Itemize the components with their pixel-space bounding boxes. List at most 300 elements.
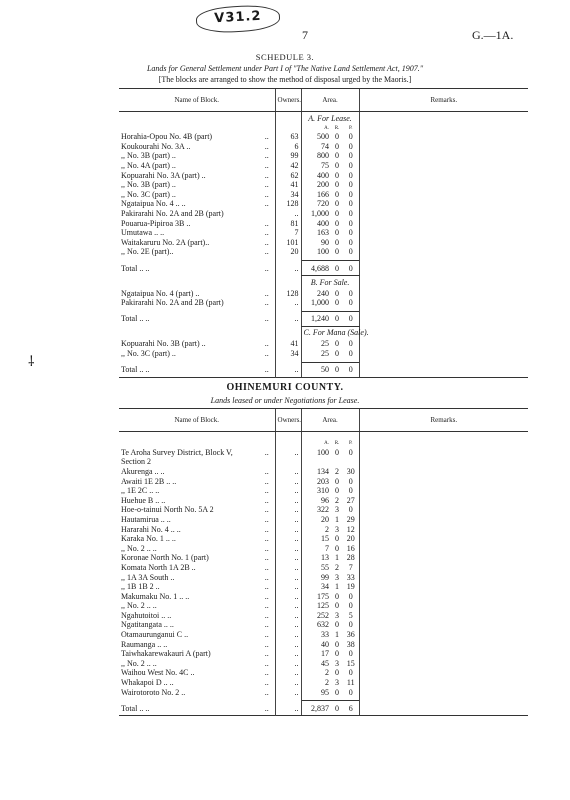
area-roods: 0	[335, 132, 340, 142]
area-acres: 17	[301, 649, 331, 659]
block-name: ,, 1A 3A South ..	[121, 572, 175, 582]
owners-cell: ..	[275, 639, 301, 649]
remarks-cell	[359, 298, 528, 308]
area-acres: 1,240	[301, 311, 331, 326]
margin-mark: ⸸	[28, 355, 35, 370]
remarks-cell	[359, 591, 528, 601]
table-row	[119, 132, 528, 142]
col-header-name: Name of Block.	[119, 409, 275, 432]
leader-dots: ..	[264, 348, 269, 358]
area-acres: 34	[301, 582, 331, 592]
area-roods: 0	[335, 534, 340, 544]
area-perches: 0	[348, 668, 353, 678]
leader-dots: ..	[264, 170, 269, 180]
owners-cell: ..	[275, 261, 301, 276]
block-name: Kopuarahi No. 3A (part) ..	[121, 170, 206, 180]
area-acres: 90	[301, 238, 331, 248]
area-perches: 0	[348, 620, 353, 630]
owners-cell: ..	[275, 701, 301, 716]
owners-cell: 99	[275, 151, 301, 161]
area-acres: 20	[301, 515, 331, 525]
remarks-cell	[359, 486, 528, 496]
leader-dots: ..	[264, 476, 269, 486]
leader-dots: ..	[264, 620, 269, 630]
area-roods: 0	[331, 261, 343, 276]
area-acres: 25	[301, 339, 331, 349]
total-label: Total .. ..	[121, 314, 150, 324]
section-row	[119, 276, 528, 289]
area-perches: 0	[348, 161, 353, 171]
owners-cell	[275, 457, 301, 467]
schedule-table	[119, 88, 528, 378]
owners-cell: ..	[275, 582, 301, 592]
table-row	[119, 228, 528, 238]
area-acres: 125	[301, 601, 331, 611]
area-perches: 5	[348, 610, 353, 620]
spacer	[275, 276, 301, 289]
area-perches: 0	[348, 189, 353, 199]
block-name: Awaiti 1E 2B .. ..	[121, 476, 177, 486]
table-row	[119, 553, 528, 563]
remarks-cell	[359, 505, 528, 515]
area-acres: 203	[301, 476, 331, 486]
area-acres: 95	[301, 687, 331, 697]
owners-cell: ..	[275, 209, 301, 219]
area-perches: 0	[348, 151, 353, 161]
owners-cell: 81	[275, 218, 301, 228]
spacer	[359, 124, 528, 132]
area-roods: 0	[335, 228, 340, 238]
spacer	[119, 112, 275, 125]
area-acres: 632	[301, 620, 331, 630]
owners-cell: ..	[275, 495, 301, 505]
leader-dots: ..	[264, 314, 269, 324]
area-perches: 29	[346, 514, 355, 524]
owners-cell: 41	[275, 180, 301, 190]
area-roods: 0	[335, 639, 340, 649]
total-label: Total .. ..	[121, 364, 150, 374]
owners-cell: ..	[275, 649, 301, 659]
total-label: Total .. ..	[121, 703, 150, 713]
spacer	[359, 326, 528, 339]
area-roods: 0	[335, 288, 340, 298]
block-name: Wairotoroto No. 2 ..	[121, 687, 186, 697]
owners-cell: ..	[275, 298, 301, 308]
owners-cell: 42	[275, 161, 301, 171]
area-acres: 1,000	[301, 209, 331, 219]
leader-dots: ..	[264, 514, 269, 524]
block-name: Hoe-o-tainui North No. 5A 2	[121, 505, 214, 515]
area-acres: 2	[301, 678, 331, 688]
table-row	[119, 659, 528, 669]
area-roods: 0	[335, 161, 340, 171]
owners-cell: 20	[275, 247, 301, 257]
area-acres	[301, 457, 331, 467]
block-name: Pouarua-Pipiroa 3B ..	[121, 218, 191, 228]
area-acres: 400	[301, 218, 331, 228]
remarks-cell	[359, 476, 528, 486]
table-row	[119, 199, 528, 209]
county-table	[119, 408, 528, 716]
area-acres: 7	[301, 543, 331, 553]
remarks-cell	[359, 132, 528, 142]
leader-dots: ..	[264, 132, 269, 142]
leader-dots: ..	[264, 141, 269, 151]
block-name: ,, No. 3B (part) ..	[121, 151, 176, 161]
table-row	[119, 591, 528, 601]
owners-cell: ..	[275, 476, 301, 486]
owners-cell: 6	[275, 142, 301, 152]
area-roods: 0	[335, 247, 340, 257]
document-reference: G.—1A.	[472, 28, 514, 42]
table-row	[119, 151, 528, 161]
area-perches: 12	[346, 524, 355, 534]
remarks-cell	[359, 349, 528, 359]
owners-cell: ..	[275, 563, 301, 573]
spacer	[359, 440, 528, 448]
section-title: A. For Lease.	[301, 112, 359, 125]
area-roods: 0	[331, 701, 343, 716]
area-acres: 74	[301, 142, 331, 152]
col-header-name: Name of Block.	[119, 89, 275, 112]
spacer	[119, 124, 275, 132]
block-name: ,, No. 2 .. ..	[121, 601, 157, 611]
area-roods: 3	[335, 524, 340, 534]
remarks-cell	[359, 649, 528, 659]
leader-dots: ..	[264, 630, 269, 640]
block-name: Taiwhakarewakauri A (part)	[121, 649, 211, 659]
owners-cell: ..	[275, 553, 301, 563]
area-acres: 25	[301, 349, 331, 359]
remarks-cell	[359, 362, 528, 377]
area-roods: 0	[335, 218, 340, 228]
area-roods: 2	[335, 562, 340, 572]
leader-dots: ..	[264, 161, 269, 171]
leader-dots: ..	[264, 447, 269, 457]
area-acres: 500	[301, 132, 331, 142]
area-roods: 3	[335, 658, 340, 668]
leader-dots: ..	[264, 543, 269, 553]
owners-cell: ..	[275, 543, 301, 553]
table-row	[119, 476, 528, 486]
owners-cell: ..	[275, 611, 301, 621]
table-row	[119, 639, 528, 649]
area-perches: 0	[348, 591, 353, 601]
area-acres: 134	[301, 467, 331, 477]
table-row	[119, 161, 528, 171]
table-row	[119, 678, 528, 688]
area-perches: 16	[346, 543, 355, 553]
block-name: Koukourahi No. 3A ..	[121, 141, 191, 151]
table-row	[119, 611, 528, 621]
area-perches: 0	[348, 209, 353, 219]
area-acres: 163	[301, 228, 331, 238]
area-perches: 0	[348, 199, 353, 209]
unit-roods: R.	[334, 441, 340, 446]
owners-cell: 34	[275, 349, 301, 359]
remarks-cell	[359, 238, 528, 248]
area-roods: 0	[335, 298, 340, 308]
area-perches: 0	[348, 180, 353, 190]
block-name: Raumanga .. ..	[121, 639, 168, 649]
area-acres: 322	[301, 505, 331, 515]
spacer	[359, 276, 528, 289]
leader-dots: ..	[264, 288, 269, 298]
area-roods: 0	[335, 348, 340, 358]
area-perches: 0	[348, 687, 353, 697]
owners-cell: ..	[275, 678, 301, 688]
area-acres: 240	[301, 288, 331, 298]
spacer	[275, 124, 301, 132]
unit-acres: A.	[301, 124, 331, 132]
table-row	[119, 288, 528, 298]
remarks-cell	[359, 639, 528, 649]
leader-dots: ..	[264, 678, 269, 688]
area-acres: 310	[301, 486, 331, 496]
block-name: Kopuarahi No. 3B (part) ..	[121, 339, 206, 349]
area-roods: 3	[335, 572, 340, 582]
block-name: Otamaurunganui C ..	[121, 630, 189, 640]
remarks-cell	[359, 659, 528, 669]
remarks-cell	[359, 495, 528, 505]
remarks-cell	[359, 288, 528, 298]
table-row	[119, 687, 528, 697]
leader-dots	[259, 209, 275, 219]
block-name: Karaka No. 1 .. ..	[121, 534, 176, 544]
table-row	[119, 298, 528, 308]
table-row	[119, 563, 528, 573]
area-roods: 0	[335, 620, 340, 630]
unit-row	[119, 124, 528, 132]
table-row	[119, 649, 528, 659]
owners-cell: 128	[275, 288, 301, 298]
remarks-cell	[359, 228, 528, 238]
owners-cell: 41	[275, 339, 301, 349]
owners-cell: 63	[275, 132, 301, 142]
remarks-cell	[359, 261, 528, 276]
unit-acres: A.	[301, 440, 331, 448]
block-name: Te Aroha Survey District, Block V,	[121, 447, 233, 457]
table-row	[119, 534, 528, 544]
col-header-owners: Owners.	[275, 409, 301, 432]
owners-cell: ..	[275, 524, 301, 534]
owners-cell: ..	[275, 630, 301, 640]
area-acres: 96	[301, 495, 331, 505]
area-acres: 252	[301, 611, 331, 621]
area-acres: 100	[301, 247, 331, 257]
spacer	[275, 440, 301, 448]
spacer	[275, 112, 301, 125]
owners-cell: ..	[275, 668, 301, 678]
block-name: Pakirarahi No. 2A and 2B (part)	[121, 209, 224, 219]
col-header-remarks: Remarks.	[359, 89, 528, 112]
table-row	[119, 349, 528, 359]
area-perches: 20	[346, 534, 355, 544]
owners-cell: ..	[275, 311, 301, 326]
leader-dots: ..	[264, 237, 269, 247]
table-row	[119, 601, 528, 611]
page-number: 7	[302, 28, 308, 42]
leader-dots: ..	[264, 466, 269, 476]
area-acres: 100	[301, 448, 331, 458]
area-acres: 175	[301, 591, 331, 601]
remarks-cell	[359, 678, 528, 688]
area-roods	[331, 457, 343, 467]
area-roods: 0	[335, 170, 340, 180]
area-perches: 0	[348, 141, 353, 151]
area-perches: 0	[343, 261, 359, 276]
remarks-cell	[359, 563, 528, 573]
area-perches: 0	[348, 237, 353, 247]
area-roods: 0	[335, 486, 340, 496]
remarks-cell	[359, 524, 528, 534]
owners-cell: ..	[275, 687, 301, 697]
table-row	[119, 495, 528, 505]
total-label: Total .. ..	[121, 263, 150, 273]
section-title: C. For Mana (Sale).	[301, 326, 359, 339]
area-roods: 1	[335, 582, 340, 592]
remarks-cell	[359, 467, 528, 477]
area-acres: 1,000	[301, 298, 331, 308]
area-acres: 2,837	[301, 701, 331, 716]
area-acres: 166	[301, 190, 331, 200]
area-perches: 0	[348, 339, 353, 349]
remarks-cell	[359, 339, 528, 349]
leader-dots: ..	[264, 668, 269, 678]
block-name: ,, No. 2 .. ..	[121, 658, 157, 668]
remarks-cell	[359, 582, 528, 592]
block-name: Ngahutoitoi .. ..	[121, 610, 172, 620]
block-name: Pakirarahi No. 2A and 2B (part)	[121, 298, 224, 308]
table-row	[119, 339, 528, 349]
remarks-cell	[359, 630, 528, 640]
owners-cell: ..	[275, 591, 301, 601]
total-row	[119, 362, 528, 377]
col-header-area: Area.	[301, 409, 359, 432]
area-acres: 200	[301, 180, 331, 190]
area-perches: 0	[348, 447, 353, 457]
area-roods: 0	[335, 543, 340, 553]
spacer	[359, 112, 528, 125]
section-row	[119, 112, 528, 125]
remarks-cell	[359, 199, 528, 209]
table-row	[119, 170, 528, 180]
remarks-cell	[359, 151, 528, 161]
remarks-cell	[359, 142, 528, 152]
owners-cell: ..	[275, 362, 301, 377]
remarks-cell	[359, 553, 528, 563]
block-name: Whakapoi D .. ..	[121, 678, 174, 688]
remarks-cell	[359, 572, 528, 582]
leader-dots: ..	[264, 180, 269, 190]
unit-perches: P.	[349, 441, 353, 446]
owners-cell: ..	[275, 572, 301, 582]
owners-cell: 7	[275, 228, 301, 238]
block-name: Umutawa .. ..	[121, 228, 165, 238]
table-row	[119, 572, 528, 582]
remarks-cell	[359, 247, 528, 257]
area-acres: 45	[301, 659, 331, 669]
area-perches: 19	[346, 582, 355, 592]
area-perches: 0	[343, 362, 359, 377]
remarks-cell	[359, 457, 528, 467]
block-name: ,, No. 3B (part) ..	[121, 180, 176, 190]
schedule-note: [The blocks are arranged to show the method of disposal urged by the Maoris.]	[158, 75, 412, 84]
leader-dots: ..	[264, 703, 269, 713]
table-row	[119, 238, 528, 248]
area-perches: 27	[346, 495, 355, 505]
block-name: ,, No. 2E (part)..	[121, 247, 174, 257]
area-roods: 0	[331, 362, 343, 377]
remarks-cell	[359, 668, 528, 678]
table-row	[119, 515, 528, 525]
area-perches: 28	[346, 553, 355, 563]
area-perches: 38	[346, 639, 355, 649]
remarks-cell	[359, 190, 528, 200]
table-row	[119, 524, 528, 534]
leader-dots: ..	[264, 339, 269, 349]
leader-dots: ..	[264, 199, 269, 209]
leader-dots: ..	[264, 505, 269, 515]
owners-cell: ..	[275, 601, 301, 611]
remarks-cell	[359, 620, 528, 630]
spacer	[119, 276, 275, 289]
table-row	[119, 457, 528, 467]
table-row	[119, 582, 528, 592]
block-name: Ngatitangata .. ..	[121, 620, 174, 630]
area-perches: 0	[348, 298, 353, 308]
leader-dots: ..	[264, 151, 269, 161]
county-title: OHINEMURI COUNTY.	[226, 382, 344, 393]
block-name: ,, No. 4A (part) ..	[121, 161, 176, 171]
remarks-cell	[359, 170, 528, 180]
area-perches: 0	[348, 476, 353, 486]
leader-dots: ..	[264, 582, 269, 592]
remarks-cell	[359, 515, 528, 525]
total-row	[119, 261, 528, 276]
col-header-remarks: Remarks.	[359, 409, 528, 432]
owners-cell: ..	[275, 534, 301, 544]
table-row	[119, 486, 528, 496]
area-perches: 30	[346, 466, 355, 476]
spacer	[119, 440, 275, 448]
leader-dots	[259, 457, 275, 467]
owners-cell: 62	[275, 170, 301, 180]
table-row	[119, 620, 528, 630]
leader-dots: ..	[264, 591, 269, 601]
area-roods: 0	[335, 649, 340, 659]
owners-cell: ..	[275, 620, 301, 630]
owners-cell: ..	[275, 467, 301, 477]
area-acres: 720	[301, 199, 331, 209]
owners-cell: 101	[275, 238, 301, 248]
leader-dots: ..	[264, 247, 269, 257]
table-row	[119, 209, 528, 219]
leader-dots: ..	[264, 658, 269, 668]
owners-cell: ..	[275, 486, 301, 496]
leader-dots: ..	[264, 610, 269, 620]
leader-dots: ..	[264, 649, 269, 659]
leader-dots: ..	[264, 228, 269, 238]
area-perches: 0	[348, 649, 353, 659]
block-name: Makumaku No. 1 .. ..	[121, 591, 190, 601]
area-roods: 1	[335, 514, 340, 524]
owners-cell: 34	[275, 190, 301, 200]
block-name: Komata North 1A 2B ..	[121, 562, 196, 572]
block-name: Koronae North No. 1 (part)	[121, 553, 209, 563]
block-name: Ngataipua No. 4 (part) ..	[121, 288, 200, 298]
area-perches: 15	[346, 658, 355, 668]
